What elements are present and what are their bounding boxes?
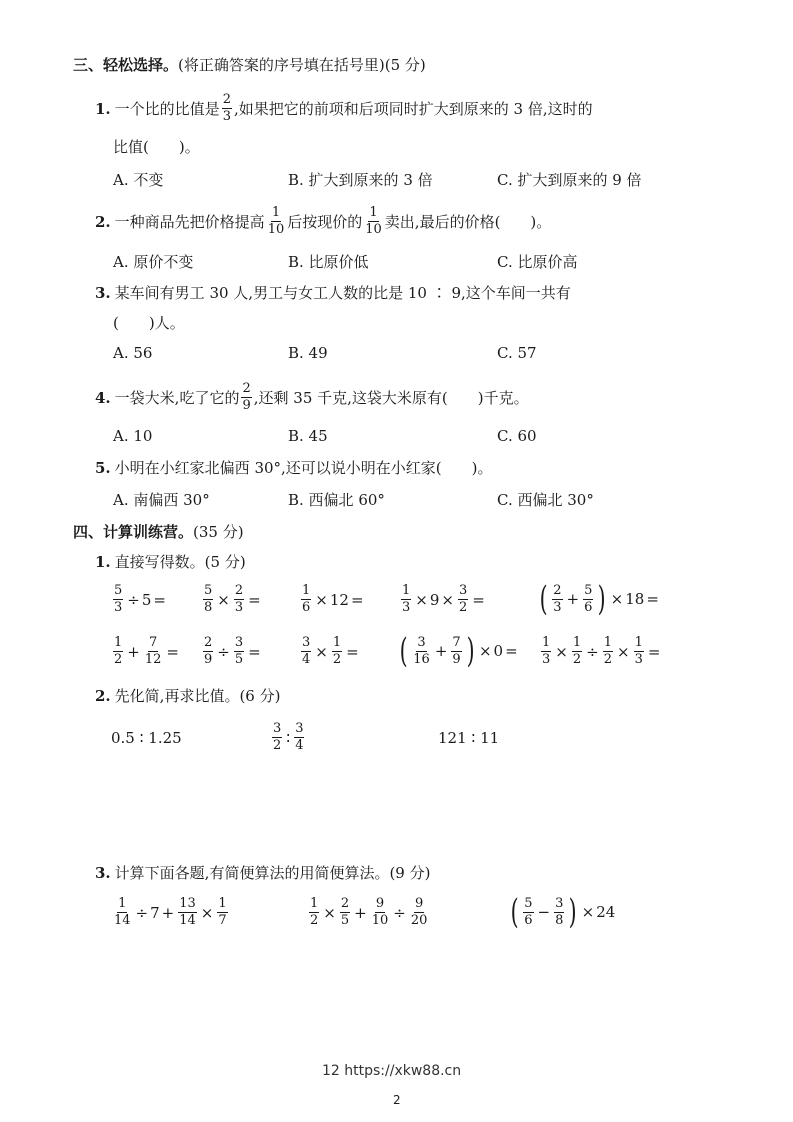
question-4 [95,382,529,413]
expression-8: $\frac{3}{4}$ × $\frac{1}{2}$ = [302,635,359,667]
fraction: $\frac{5}{6}$ [524,895,533,928]
option-a[interactable]: A. 10 [113,427,153,445]
calc-expression-2: $\frac{1}{2}$ × $\frac{2}{5}$ + $\frac{9}{10}$ ÷ $\frac{9}{20}$ [310,896,428,928]
question-text: 小明在小红家北偏西 30°,还可以说小明在小红家( )。 [114,459,493,477]
fraction: $\frac{9}{20}$ [410,896,428,928]
fraction: $\frac{1}{3}$ [402,583,411,615]
calc-expression-3: ( $\frac{5}{6}$ − $\frac{3}{8}$ ) × 24 [510,892,616,932]
denominator: 10 [267,222,285,237]
fraction: $\frac{13}{14}$ [179,896,196,928]
question-text: 比值( )。 [113,138,200,156]
option-a[interactable]: A. 56 [113,344,153,362]
fraction: $\frac{1}{3}$ [634,635,643,667]
fraction: $\frac{7}{9}$ [452,634,461,667]
expression-2: $\frac{5}{8}$ × $\frac{2}{3}$ = [204,583,261,615]
fraction: $\frac{1}{2}$ [332,635,342,667]
denominator: 10 [365,222,382,237]
expression-9: ( $\frac{3}{16}$ + $\frac{7}{9}$ ) × 0 = [399,631,518,671]
question-3 [95,283,571,303]
section-3-heading: 三、轻松选择。 [73,56,179,74]
expression-7: $\frac{2}{9}$ ÷ $\frac{3}{5}$ = [204,635,261,667]
question-number: 2. [95,212,111,231]
fraction: $\frac{1}{7}$ [218,896,227,928]
option-b[interactable]: B. 49 [288,344,328,362]
question-number: 1. [95,99,111,118]
ratio-3 [438,729,499,747]
question-text: 一袋大米,吃了它的 [114,388,240,407]
fraction: $\frac{9}{10}$ [371,896,389,928]
question-5 [95,458,493,478]
option-b[interactable]: B. 比原价低 [288,253,369,271]
fraction: $\frac{5}{3}$ [114,583,123,615]
fraction: $\frac{5}{8}$ [204,583,213,615]
question-1 [95,93,593,124]
part-1-heading [95,552,246,572]
fraction: $\frac{5}{6}$ [584,582,593,615]
question-text: 直接写得数。(5 分) [114,553,246,571]
fraction: $\frac{1}{2}$ [310,896,319,928]
question-text: 某车间有男工 30 人,男工与女工人数的比是 10 ∶ 9,这个车间一共有 [114,284,571,302]
expression-4: $\frac{1}{3}$ × 9 × $\frac{3}{2}$ = [402,583,485,615]
part-3-heading [95,863,430,883]
denominator: 9 [242,398,251,413]
fraction: $\frac{3}{4}$ [295,721,304,753]
question-text: 计算下面各题,有简便算法的用简便算法。(9 分) [114,864,431,882]
question-number: 5. [95,459,111,477]
option-c[interactable]: C. 西偏北 30° [497,491,594,509]
numerator: 2 [242,381,251,396]
question-number: 1. [95,553,111,571]
watermark-text: 12 https://xkw88.cn [322,1063,462,1079]
question-text: ,还剩 35 千克,这袋大米原有( )千克。 [253,388,529,407]
fraction: $\frac{1}{2}$ [603,635,612,667]
option-c[interactable]: C. 扩大到原来的 9 倍 [497,171,642,189]
option-b[interactable]: B. 西偏北 60° [288,491,385,509]
option-b[interactable]: B. 扩大到原来的 3 倍 [288,171,433,189]
expression-6: $\frac{1}{2}$ + $\frac{7}{12}$ = [114,635,179,667]
fraction: $\frac{3}{16}$ [413,634,430,667]
fraction [364,206,383,237]
fraction: $\frac{1}{6}$ [302,583,311,615]
question-number: 3. [95,864,111,882]
expression-5: ( $\frac{2}{3}$ + $\frac{5}{6}$ ) × 18 = [539,579,659,619]
section-4-note: (35 分) [193,523,244,541]
numerator: 2 [222,92,231,107]
option-a[interactable]: A. 不变 [113,171,164,189]
expression-1: $\frac{5}{3}$ ÷ 5 = [114,583,166,615]
fraction: $\frac{3}{4}$ [302,635,311,667]
option-b[interactable]: B. 45 [288,427,328,445]
fraction: $\frac{3}{5}$ [234,635,244,667]
section-3-title [73,54,426,75]
fraction [241,382,251,413]
fraction: $\frac{2}{3}$ [553,582,562,615]
option-c[interactable]: C. 比原价高 [497,253,578,271]
ratio-text: 0.5 ∶ 1.25 [111,729,182,747]
page-number: 2 [393,1093,401,1107]
expression-10: $\frac{1}{3}$ × $\frac{1}{2}$ ÷ $\frac{1}{2}$ × $\frac{1}{3}$ = [542,635,661,667]
question-2 [95,206,551,237]
question-text: ,如果把它的前项和后项同时扩大到原来的 3 倍,这时的 [233,99,593,118]
fraction [267,206,286,237]
option-a[interactable]: A. 原价不变 [113,253,194,271]
fraction: $\frac{2}{3}$ [234,583,244,615]
fraction: $\frac{1}{2}$ [572,635,582,667]
option-c[interactable]: C. 60 [497,427,537,445]
calc-expression-1: $\frac{1}{14}$ ÷ 7 + $\frac{13}{14}$ × $\frac{1}{7}$ [114,896,227,928]
fraction: $\frac{3}{2}$ [458,583,468,615]
fraction: $\frac{3}{8}$ [555,895,564,928]
fraction [222,93,232,124]
question-text: ( )人。 [113,314,185,332]
question-number: 2. [95,687,111,705]
fraction: $\frac{1}{3}$ [542,635,551,667]
fraction: $\frac{1}{14}$ [114,896,131,928]
fraction: $\frac{1}{2}$ [114,635,123,667]
part-2-heading [95,686,280,706]
fraction: $\frac{7}{12}$ [144,635,162,667]
section-3-note: (将正确答案的序号填在括号里)(5 分) [178,56,426,74]
expression-3: $\frac{1}{6}$ × 12 = [302,583,364,615]
fraction: $\frac{2}{9}$ [204,635,213,667]
ratio-text: 121 ∶ 11 [438,729,500,747]
question-number: 3. [95,284,111,302]
question-text: 先化简,再求比值。(6 分) [114,687,281,705]
question-text: 后按现价的 [287,212,363,231]
question-number: 4. [95,388,111,407]
option-c[interactable]: C. 57 [497,344,537,362]
section-4-heading: 四、计算训练营。 [73,523,194,541]
ratio-1 [111,729,182,747]
question-text: 一种商品先把价格提高 [114,212,265,231]
section-4-title [73,521,244,542]
question-text: 卖出,最后的价格( )。 [384,212,552,231]
option-a[interactable]: A. 南偏西 30° [113,491,210,509]
fraction: $\frac{3}{2}$ [273,721,282,753]
fraction: $\frac{2}{5}$ [340,896,350,928]
denominator: 3 [222,109,231,124]
numerator: 1 [271,205,281,220]
question-text: 一个比的比值是 [114,99,220,118]
numerator: 1 [369,205,378,220]
ratio-2: $\frac{3}{2}$ ∶ $\frac{3}{4}$ [273,721,304,753]
